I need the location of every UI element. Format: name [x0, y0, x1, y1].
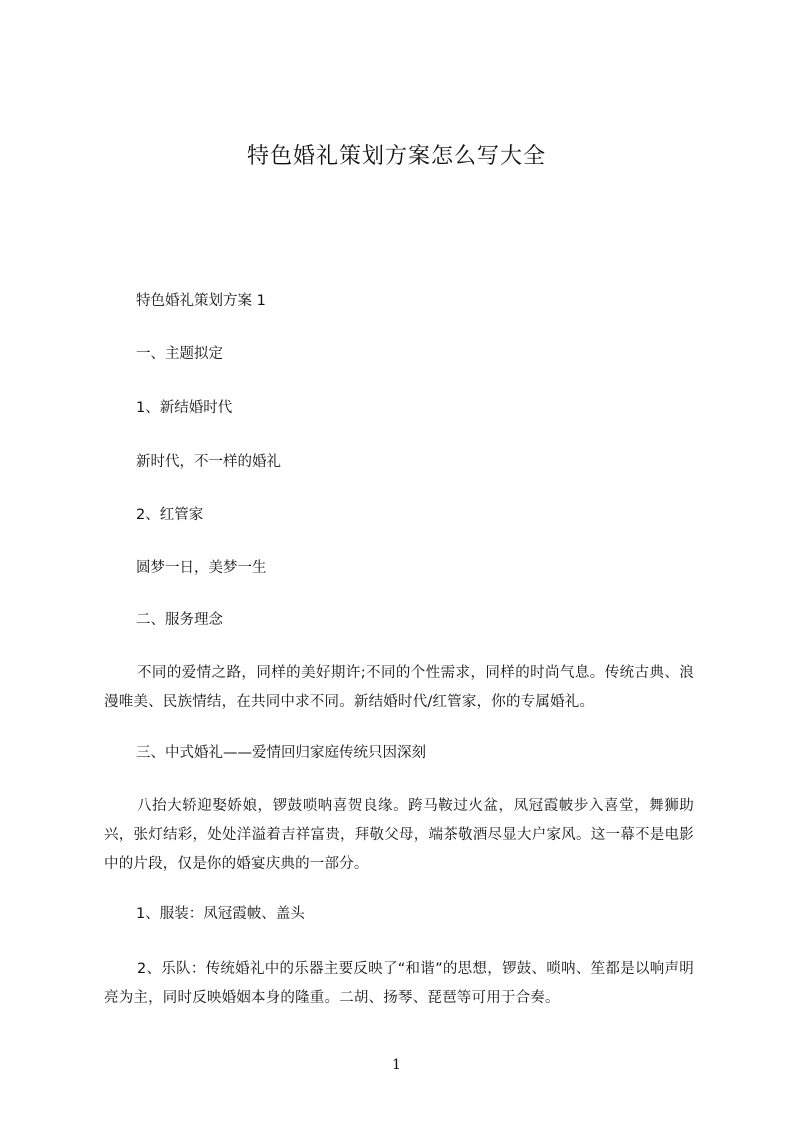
plan-heading: 特色婚礼策划方案 1 [136, 293, 266, 309]
item1-costume: 1、服装：凤冠霞帔、盖头 [136, 906, 305, 922]
section1-heading: 一、主题拟定 [136, 346, 223, 362]
item2-band-paragraph: 2、乐队：传统婚礼中的乐器主要反映了“和谐”的思想，锣鼓、唢呐、笙都是以响声明亮为主，同时反映婚姻本身的隆重。二胡、扬琴、琵琶等可用于合奏。 [104, 961, 694, 1006]
service-paragraph: 不同的爱情之路，同样的美好期许;不同的个性需求，同样的时尚气息。传统古典、浪漫唯美、民族情结，在共同中求不同。新结婚时代/红管家，你的专属婚礼。 [104, 665, 694, 710]
page-number: 1 [392, 1057, 401, 1073]
theme1-slogan: 新时代，不一样的婚礼 [136, 454, 281, 470]
theme2-slogan: 圆梦一日，美梦一生 [136, 560, 267, 576]
section3-heading: 三、中式婚礼——爱情回归家庭传统只因深刻 [136, 745, 426, 761]
document-title: 特色婚礼策划方案怎么写大全 [246, 144, 546, 169]
section2-heading: 二、服务理念 [136, 612, 223, 628]
theme1-label: 1、新结婚时代 [136, 400, 233, 416]
chinese-wedding-paragraph: 八抬大轿迎娶娇娘，锣鼓唢呐喜贺良缘。跨马鞍过火盆，凤冠霞帔步入喜堂，舞狮助兴，张灯结彩，处处洋溢着吉祥富贵，拜敬父母，端茶敬酒尽显大户家风。这一幕不是电影中的片段，仅是你的婚宴庆典的一部分。 [104, 798, 694, 872]
theme2-label: 2、红管家 [136, 507, 204, 523]
